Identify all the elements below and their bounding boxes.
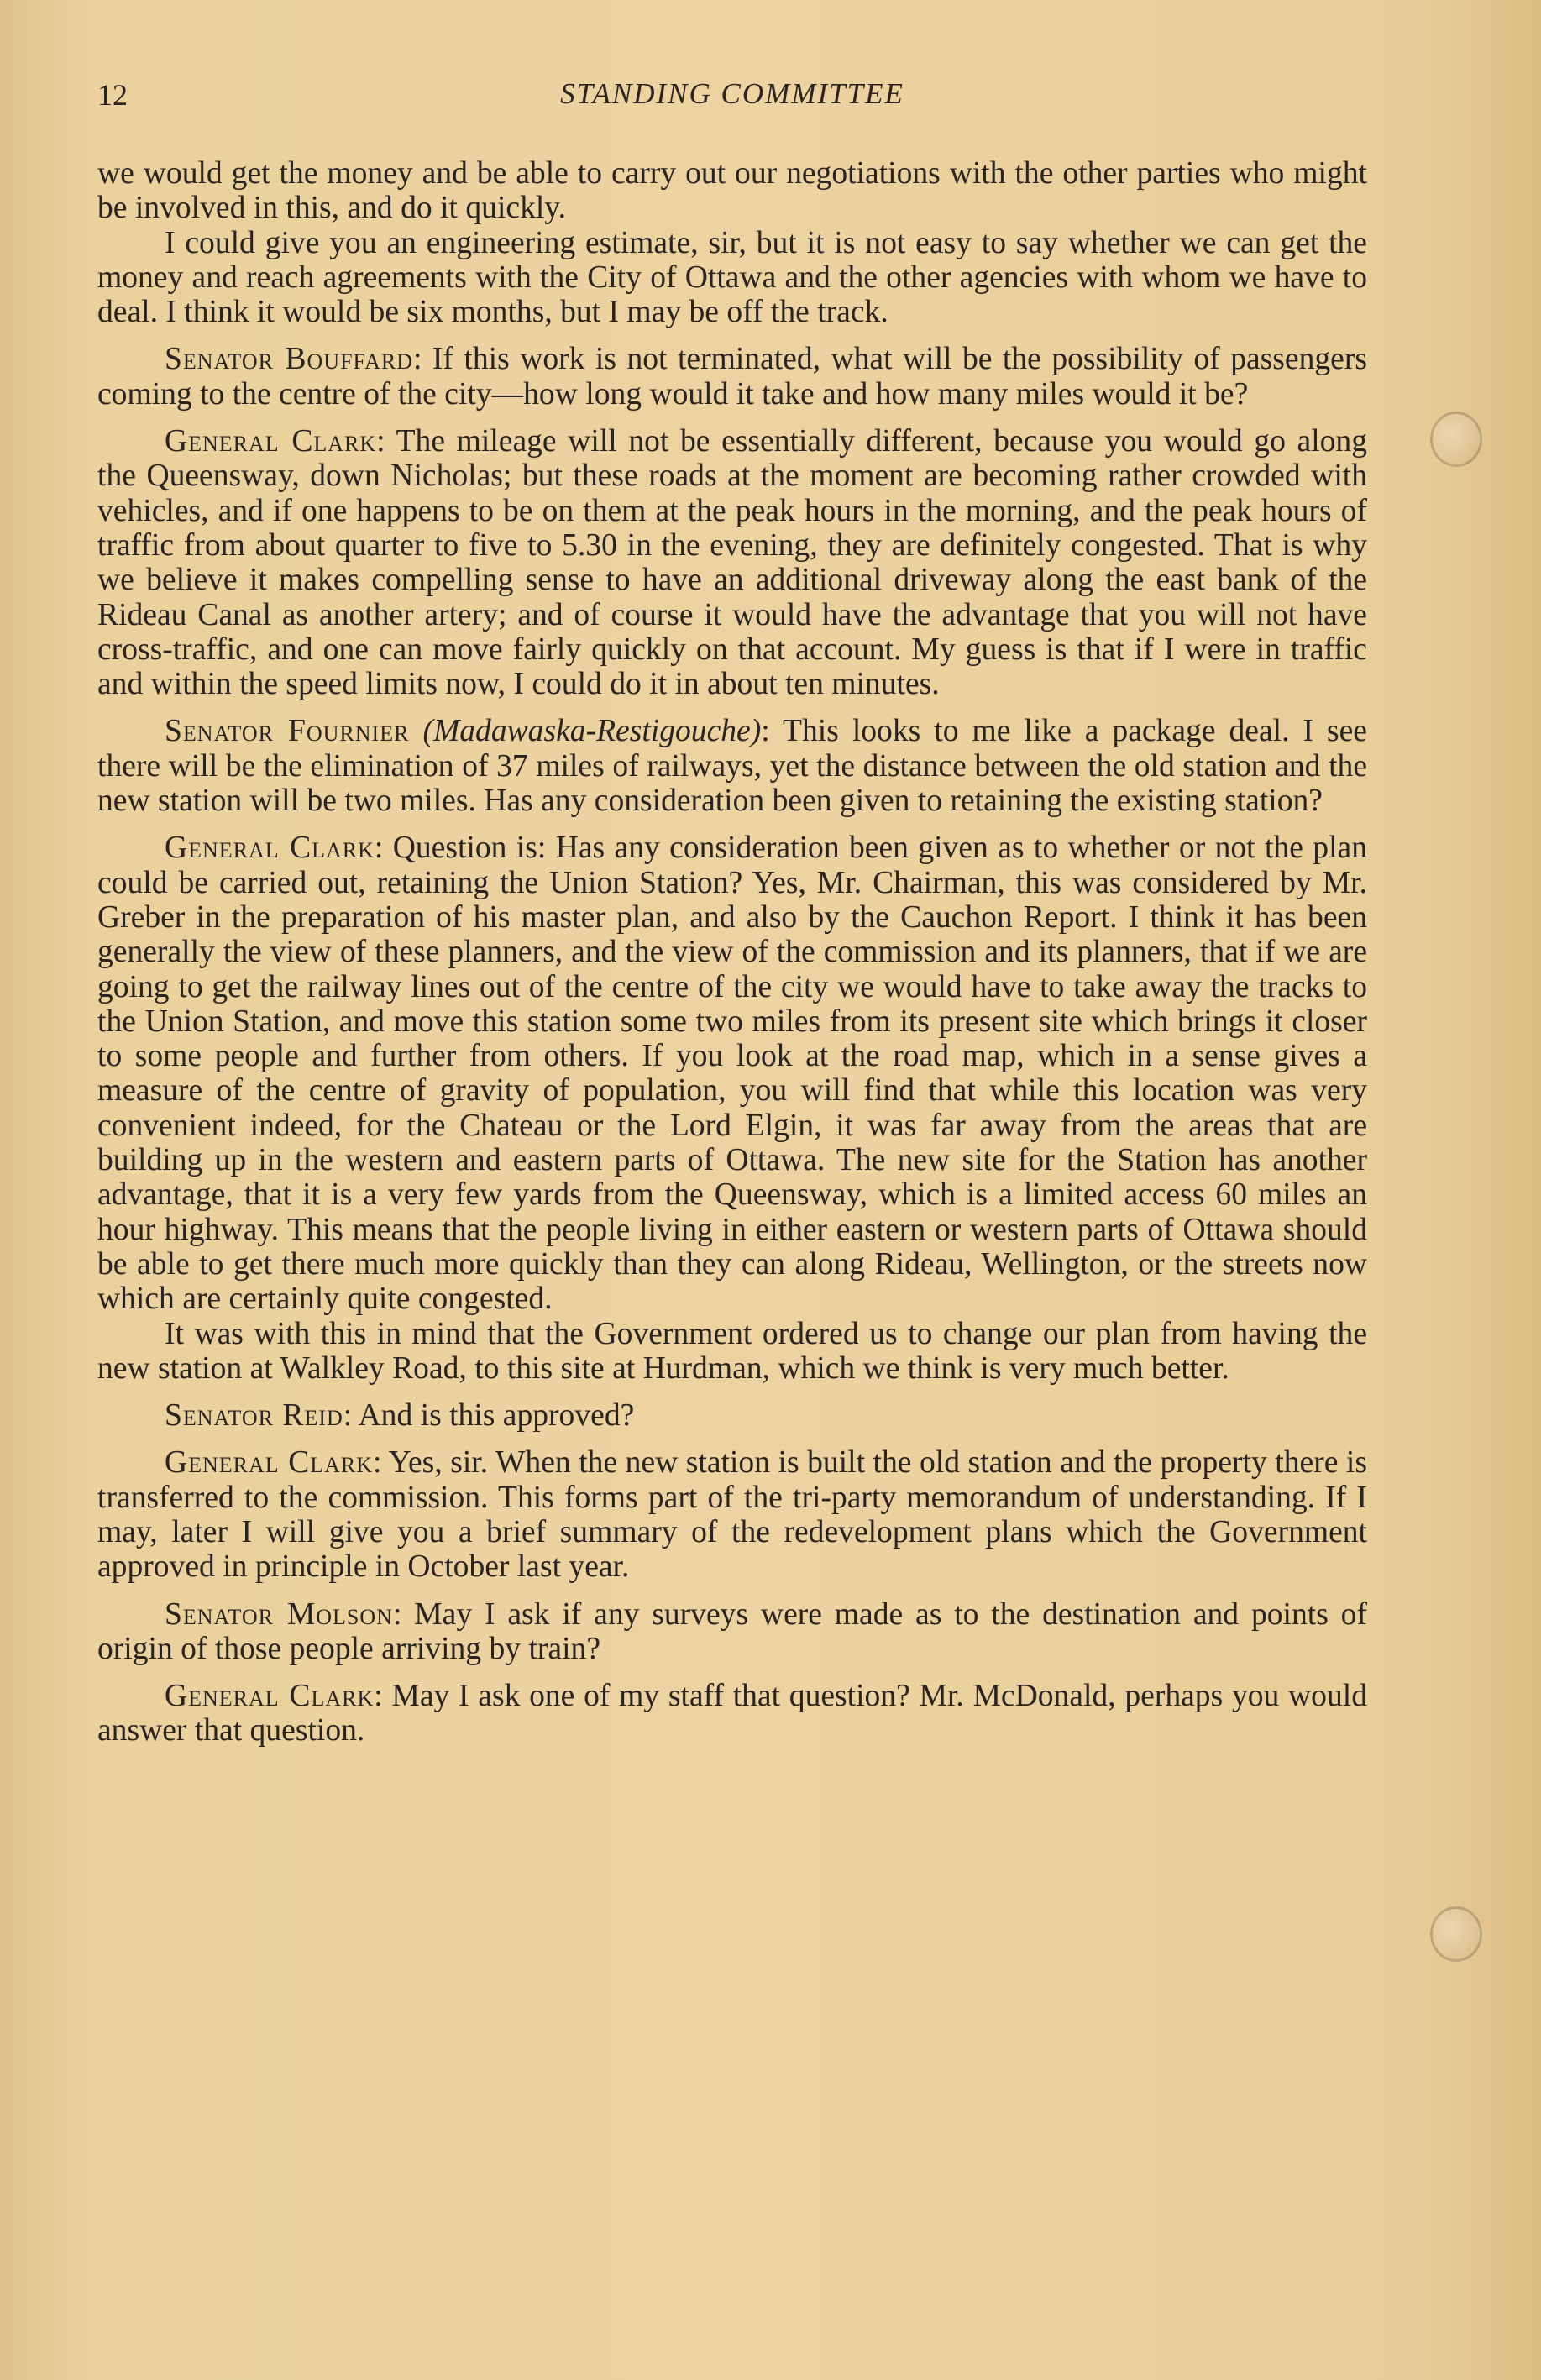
transcript-body [97,156,1367,1748]
paragraph-text: Yes, sir. When the new station is built the old station and the property there is transferred to the commission. This forms part of the tri-party memorandum of understanding. If I may, later I will give you a brief summary of the redevelopment plans which the Government approved in principle in October last year. [97,1445,1367,1585]
speaker-paragraph: General Clark: Question is: Has any consideration been given as to whether or not the plan could be carried out, retaining the Union Station? Yes, Mr. Chairman, this was considered by Mr. Greber in the preparation of his master plan, and also by the Cauchon Report. I think it has been generally the view of these planners, and the view of the commission and its planners, that if we are going to get the railway lines out of the centre of the city we would have to take away the tracks to the Union Station, and move this station some two miles from its present site which brings it closer to some people and further from others. If you look at the road map, which in a sense gives a measure of the centre of gravity of population, you will find that while this location was very convenient indeed, for the Chateau or the Lord Elgin, it was far away from the areas that are building up in the western and eastern parts of Ottawa. The new site for the Station has another advantage, that it is a very few yards from the Queensway, which is a limited access 60 miles an hour highway. This means that the people living in either eastern or western parts of Ottawa should be able to get there much more quickly than they can along Rideau, Wellington, or the streets now which are certainly quite congested. [97,831,1367,1317]
paragraph [97,1317,1367,1387]
paragraph-text: we would get the money and be able to carry out our negotiations with the other parties who might be involved in this, and do it quickly. [97,156,1367,226]
paragraph-text: And is this approved? [358,1398,635,1434]
speaker-paragraph: Senator Reid: And is this approved? [165,1398,635,1434]
page-header [97,77,1367,128]
binder-hole-mark [1430,1906,1482,1962]
speaker-constituency: (Madawaska-Restigouche) [422,714,762,749]
speaker-name: General Clark [165,1445,374,1481]
paragraph-text: Question is: Has any consideration been given as to whether or not the plan could be carried out, retaining the Union Station? Yes, Mr. Chairman, this was considered by Mr. Greber in the preparation of his master plan, and also by the Cauchon Report. I think it has been generally the view of these planners, and the view of the commission and its planners, that if we are going to get the railway lines out of the centre of the city we would have to take away the tracks to the Union Station, and move this station some two miles from its present site which brings it closer to some people and further from others. If you look at the road map, which in a sense gives a measure of the centre of gravity of population, you will find that while this location was very convenient indeed, for the Chateau or the Lord Elgin, it was far away from the areas that are building up in the western and eastern parts of Ottawa. The new site for the Station has another advantage, that it is a very few yards from the Queensway, which is a limited access 60 miles an hour highway. This means that the people living in either eastern or western parts of Ottawa should be able to get there much more quickly than they can along Rideau, Wellington, or the streets now which are certainly quite congested. [97,831,1367,1317]
speaker-name: Senator Bouffard [165,342,413,377]
paragraph-text: This looks to me like a package deal. I see there will be the elimination of 37 miles of railways, yet the distance between the old station and the new station will be two miles. Has any consideration been given to retaining the existing station? [97,714,1367,819]
paragraph [97,226,1367,330]
speaker-name: Senator Reid [165,1398,343,1434]
speaker-paragraph: General Clark: May I ask one of my staff that question? Mr. McDonald, perhaps you would answer that question. [97,1679,1367,1748]
speaker-paragraph: Senator Fournier (Madawaska-Restigouche): This looks to me like a package deal. I see there will be the elimination of 37 miles of railways, yet the distance between the old station and the new station will be two miles. Has any consideration been given to retaining the existing station? [97,714,1367,819]
speaker-paragraph: General Clark: Yes, sir. When the new station is built the old station and the property there is transferred to the commission. This forms part of the tri-party memorandum of understanding. If I may, later I will give you a brief summary of the redevelopment plans which the Government approved in principle in October last year. [97,1445,1367,1585]
speaker-paragraph: General Clark: The mileage will not be essentially different, because you would go along the Queensway, down Nicholas; but these roads at the moment are becoming rather crowded with vehicles, and if one happens to be on them at the peak hours in the morning, and the peak hours of traffic from about quarter to five to 5.30 in the evening, they are definitely congested. That is why we believe it makes compelling sense to have an additional driveway along the east bank of the Rideau Canal as another artery; and of course it would have the advantage that you will not have cross-traffic, and one can move fairly quickly on that account. My guess is that if I were in traffic and within the speed limits now, I could do it in about ten minutes. [97,424,1368,702]
paragraph-text: May I ask one of my staff that question? Mr. McDonald, perhaps you would answer that question. [97,1679,1367,1748]
paragraph-text: It was with this in mind that the Government ordered us to change our plan from having the new station at Walkley Road, to this site at Hurdman, which we think is very much better. [97,1316,1367,1386]
speaker-name: General Clark [165,1679,375,1714]
speaker-name: General Clark [165,424,377,459]
speaker-paragraph: Senator Molson: May I ask if any surveys were made as to the destination and points of origin of those people arriving by train? [97,1596,1367,1666]
paragraph [97,156,1367,226]
running-head: STANDING COMMITTEE [560,77,904,110]
speaker-paragraph: Senator Bouffard: If this work is not terminated, what will be the possibility of passengers coming to the centre of the city—how long would it take and how many miles would it be? [97,342,1367,412]
speaker-name: Senator Molson [165,1596,393,1632]
speaker-name: Senator Fournier [165,714,410,749]
page-number: 12 [97,78,128,112]
binder-hole-mark [1430,412,1482,467]
paragraph-text: If this work is not terminated, what will be the possibility of passengers coming to the centre of the city—how long would it take and how many miles would it be? [97,342,1367,412]
paragraph-text: May I ask if any surveys were made as to the destination and points of origin of those people arriving by train? [97,1596,1367,1666]
paragraph-text: The mileage will not be essentially different, because you would go along the Queensway, down Nicholas; but these roads at the moment are becoming rather crowded with vehicles, and if one happens to be on them at the peak hours in the morning, and the peak hours of traffic from about quarter to five to 5.30 in the evening, they are definitely congested. That is why we believe it makes compelling sense to have an additional driveway along the east bank of the Rideau Canal as another artery; and of course it would have the advantage that you will not have cross-traffic, and one can move fairly quickly on that account. My guess is that if I were in traffic and within the speed limits now, I could do it in about ten minutes. [97,424,1368,702]
paragraph-text: I could give you an engineering estimate, sir, but it is not easy to say whether we can get the money and reach agreements with the City of Ottawa and the other agencies with whom we have to deal. I think it would be six months, but I may be off the track. [97,225,1367,330]
speaker-name: General Clark [165,831,375,866]
